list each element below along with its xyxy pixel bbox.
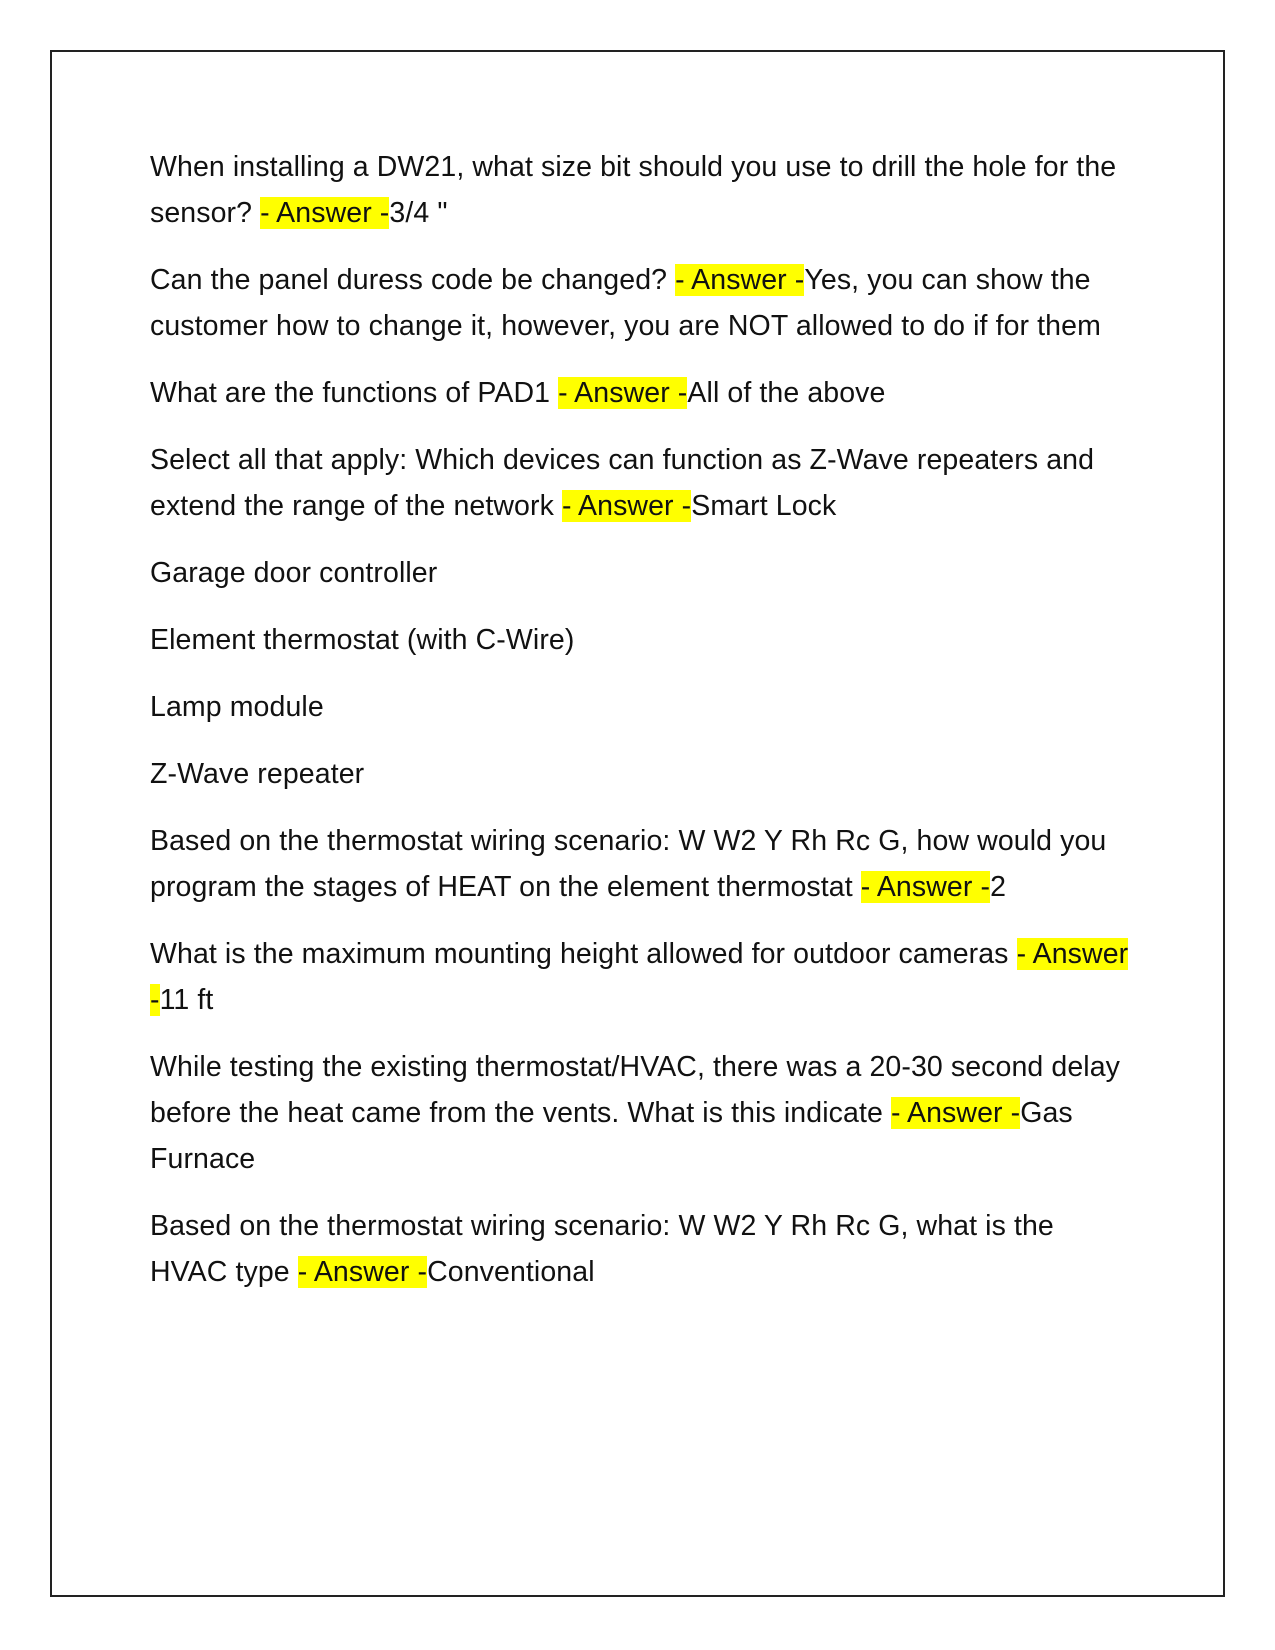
answer-text: Smart Lock bbox=[691, 490, 837, 522]
question-text: When installing a DW21, what size bit should you use to drill the hole for the sensor? bbox=[150, 151, 1117, 229]
answer-list-item: Element thermostat (with C-Wire) bbox=[150, 624, 575, 656]
document-body bbox=[150, 144, 1130, 1316]
qa-item bbox=[150, 437, 1130, 529]
qa-item bbox=[150, 257, 1130, 349]
answer-text: Yes, you can show the customer how to change it, however, you are NOT allowed to do if for them bbox=[150, 264, 1101, 342]
qa-item bbox=[150, 1044, 1130, 1182]
answer-text: 2 bbox=[990, 871, 1007, 903]
question-text: What are the functions of PAD1 bbox=[150, 377, 559, 409]
qa-item bbox=[150, 818, 1130, 910]
qa-item bbox=[150, 370, 1130, 416]
answer-list-item: Garage door controller bbox=[150, 557, 438, 589]
qa-item bbox=[150, 144, 1130, 236]
question-text: What is the maximum mounting height allowed for outdoor cameras bbox=[150, 938, 1017, 970]
answer-text: Conventional bbox=[427, 1256, 595, 1288]
answer-marker: - Answer - bbox=[558, 377, 688, 409]
question-text: Select all that apply: Which devices can function as Z-Wave repeaters and extend the range of the network bbox=[150, 444, 1095, 522]
answer-text: All of the above bbox=[687, 377, 886, 409]
answer-marker: - Answer - bbox=[860, 871, 991, 903]
question-text: Based on the thermostat wiring scenario: W W2 Y Rh Rc G, what is the HVAC type bbox=[150, 1210, 1054, 1288]
answer-marker: - Answer - bbox=[150, 938, 1129, 1016]
question-text: Based on the thermostat wiring scenario: W W2 Y Rh Rc G, how would you program the stages of HEAT on the element thermostat bbox=[150, 825, 1107, 903]
answer-marker: - Answer - bbox=[297, 1256, 428, 1288]
answer-marker: - Answer - bbox=[675, 264, 805, 296]
question-text: Can the panel duress code be changed? bbox=[150, 264, 676, 296]
answer-list-item: Lamp module bbox=[150, 691, 324, 723]
answer-marker: - Answer - bbox=[890, 1097, 1021, 1129]
answer-marker: - Answer - bbox=[561, 490, 692, 522]
qa-item bbox=[150, 1203, 1130, 1295]
answer-list-item: Z-Wave repeater bbox=[150, 758, 365, 790]
answer-text: 3/4 " bbox=[389, 197, 448, 229]
question-text: While testing the existing thermostat/HVAC, there was a 20-30 second delay before the heat came from the vents. What is this indicate bbox=[150, 1051, 1121, 1129]
qa-item bbox=[150, 931, 1130, 1023]
answer-text: 11 ft bbox=[159, 984, 214, 1016]
answer-marker: - Answer - bbox=[260, 197, 390, 229]
answer-text: Gas Furnace bbox=[150, 1097, 1073, 1175]
